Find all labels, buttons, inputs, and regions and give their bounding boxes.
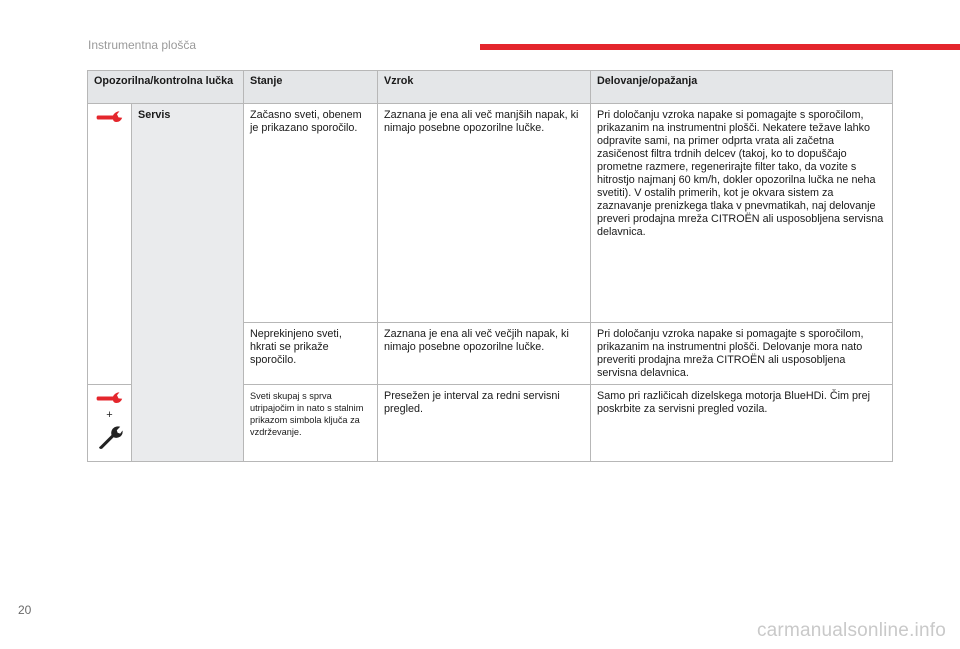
table-cell-cause: Zaznana je ena ali več večjih napak, ki nimajo posebne opozorilne lučke.	[378, 323, 591, 385]
table-cell-cause: Zaznana je ena ali več manjših napak, ki nimajo posebne opozorilne lučke.	[378, 104, 591, 323]
table-cell-action: Samo pri različicah dizelskega motorja BlueHDi. Čim prej poskrbite za servisni pregled vozila.	[591, 385, 893, 462]
wrench-icon	[96, 109, 124, 125]
watermark: carmanualsonline.info	[756, 620, 946, 641]
column-header-lamp: Opozorilna/kontrolna lučka	[88, 71, 244, 104]
icon-cell	[88, 104, 132, 385]
spanner-icon	[97, 425, 123, 449]
wrench-icon	[96, 390, 124, 406]
table-cell-state: Sveti skupaj s sprva utripajočim in nato s stalnim prikazom simbola ključa za vzdrževanje.	[244, 385, 378, 462]
page-header-title: Instrumentna plošča	[88, 38, 197, 52]
warning-lamp-table	[87, 70, 893, 462]
lamp-name-cell: Servis	[132, 104, 244, 462]
icon-cell	[88, 385, 132, 462]
table-row	[88, 104, 893, 323]
table-cell-state: Začasno sveti, obenem je prikazano sporočilo.	[244, 104, 378, 323]
table-header-row	[88, 71, 893, 104]
column-header-action: Delovanje/opažanja	[591, 71, 893, 104]
column-header-cause: Vzrok	[378, 71, 591, 104]
table-cell-state: Neprekinjeno sveti, hkrati se prikaže sporočilo.	[244, 323, 378, 385]
table-cell-cause: Presežen je interval za redni servisni pregled.	[378, 385, 591, 462]
header-accent-bar	[480, 44, 960, 50]
plus-sign: +	[106, 409, 113, 421]
table-cell-action: Pri določanju vzroka napake si pomagajte s sporočilom, prikazanim na instrumentni plošči. Nekatere težave lahko odpravite sami, na primer odprta vrata ali začetna zasičenost filtra trdnih delcev (takoj, ko to dopuščajo prometne razmere, regenerirajte filter tako, da vozite s hitrostjo najmanj 60 km/h, dokler opozorilna lučka ne neha svetiti). V ostalih primerih, kot je okvara sistem za zaznavanje prenizkega tlaka v pnevmatikah, naj delovanje preveri prodajna mreža CITROËN ali usposobljena servisna delavnica.	[591, 104, 893, 323]
page-number: 20	[18, 603, 32, 617]
column-header-state: Stanje	[244, 71, 378, 104]
table-cell-action: Pri določanju vzroka napake si pomagajte s sporočilom, prikazanim na instrumentni plošči. Delovanje mora nato preveriti prodajna mreža CITROËN ali usposobljena servisna delavnica.	[591, 323, 893, 385]
